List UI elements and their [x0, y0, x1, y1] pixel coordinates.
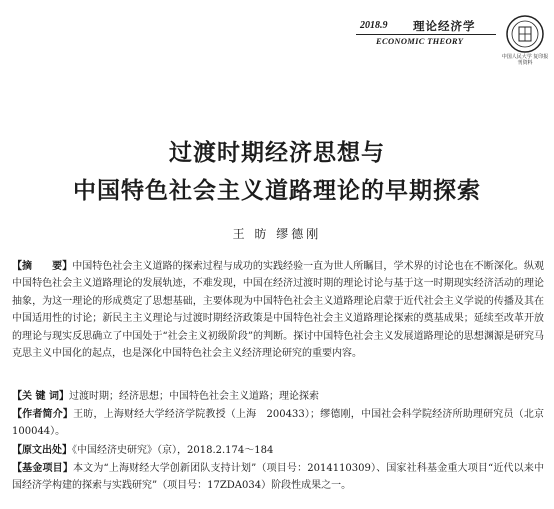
keywords-label: 【关 键 词】 — [12, 391, 69, 402]
keywords-section — [12, 388, 544, 405]
article-authors: 王 昉 缪德刚 — [232, 227, 322, 241]
abstract-label: 【摘 要】 — [12, 261, 73, 272]
issue-number: 2018.9 — [360, 20, 388, 31]
journal-header — [0, 14, 554, 66]
keywords-text: 过渡时期；经济思想；中国特色社会主义道路；理论探索 — [68, 391, 319, 402]
journal-name: 理论经济学 — [413, 19, 476, 33]
fund-text: 本文为“上海财经大学创新团队支持计划”（项目号：2014110309）、国家社科基金重大项目“近代以来中国经济学构建的探索与实践研究”（项目号：17ZDA034）阶段性成果之一。 — [12, 463, 545, 492]
university-seal-icon — [505, 14, 545, 54]
journal-name-english: ECONOMIC THEORY — [376, 36, 464, 46]
author-intro-label: 【作者简介】 — [12, 409, 74, 420]
source-text: 《中国经济史研究》（京），2018.2.174～184 — [72, 445, 274, 456]
fund-section — [12, 460, 544, 495]
abstract-section — [12, 258, 544, 362]
author-intro-text: 王昉，上海财经大学经济学院教授（上海 200433）；缪德刚，中国社会科学院经济所助理研究员（北京 100044）。 — [12, 409, 554, 438]
header-rule — [356, 34, 496, 35]
abstract-text: 中国特色社会主义道路的探索过程与成功的实践经验一直为世人所瞩目，学术界的讨论也在不断深化。纵观中国特色社会主义道路理论的发展轨迹，不难发现，中国在经济过渡时期的理论讨论与基于这一时期现实经济活动的理论抽象，为这一理论的形成奠定了思想基础，主要体现为中国特色社会主义道路理论启蒙于近代社会主义学说的传播及其在中国适用性的讨论；新民主主义理论与过渡时期经济政策是中国特色社会主义道路理论探索的奠基成果；延续至改革开放的理论与现实反思确立了中国处于“社会主义初级阶段”的判断。探讨中国特色社会主义发展道路理论的思想渊源是研究马克思主义中国化的起点，也是深化中国特色社会主义经济理论研究的重要内容。 — [12, 261, 545, 360]
fund-label: 【基金项目】 — [12, 463, 74, 474]
logo-caption: 中国人民大学 复印报刊资料 — [501, 54, 549, 66]
source-label: 【原文出处】 — [12, 445, 72, 456]
source-section — [12, 442, 544, 459]
author-intro-section — [12, 406, 554, 441]
article-title-line2: 中国特色社会主义道路理论的早期探索 — [73, 178, 481, 204]
article-title-line1: 过渡时期经济思想与 — [169, 140, 385, 166]
